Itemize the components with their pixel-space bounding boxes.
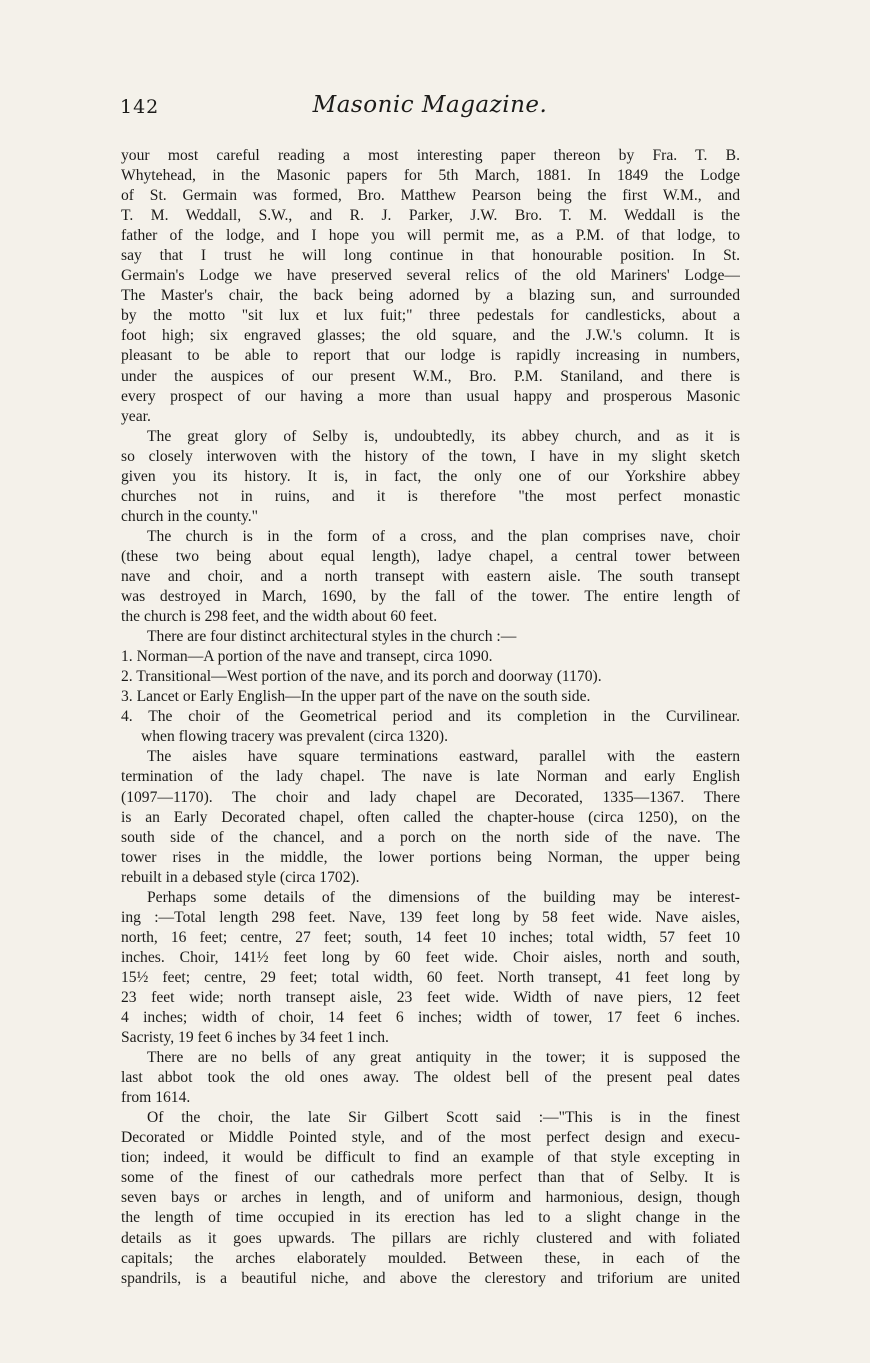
- text-line: 15½ feet; centre, 29 feet; total width, 60 feet. North transept, 41 feet long by: [121, 968, 740, 986]
- text-line: 4 inches; width of choir, 14 feet 6 inches; width of tower, 17 feet 6 inches.: [121, 1009, 740, 1027]
- text-line: your most careful reading a most interesting paper thereon by Fra. T. B.: [121, 147, 740, 164]
- text-line: was destroyed in March, 1690, by the fall of the tower. The entire length of: [121, 588, 740, 606]
- text-line: from 1614.: [121, 1089, 191, 1107]
- text-line: (these two being about equal length), ladye chapel, a central tower between: [121, 547, 740, 565]
- text-line: north, 16 feet; centre, 27 feet; south, 14 feet 10 inches; total width, 57 feet 10: [121, 928, 740, 946]
- text-line: is an Early Decorated chapel, often called the chapter-house (circa 1250), on the: [121, 808, 740, 826]
- text-line: spandrils, is a beautiful niche, and above the clerestory and triforium are united: [121, 1269, 740, 1287]
- text-line: Whytehead, in the Masonic papers for 5th March, 1881. In 1849 the Lodge: [121, 167, 740, 185]
- text-line: pleasant to be able to report that our lodge is rapidly increasing in numbers,: [121, 347, 740, 365]
- text-line: last abbot took the old ones away. The oldest bell of the present peal dates: [121, 1069, 740, 1087]
- text-line: inches. Choir, 141½ feet long by 60 feet wide. Choir aisles, north and south,: [121, 948, 740, 966]
- text-line: 3. Lancet or Early English—In the upper part of the nave on the south side.: [121, 688, 591, 706]
- text-line: foot high; six engraved glasses; the old square, and the J.W.'s column. It is: [121, 327, 740, 345]
- text-line: churches not in ruins, and it is therefore "the most perfect monastic: [121, 487, 740, 505]
- text-line: every prospect of our having a more than usual happy and prosperous Masonic: [121, 387, 740, 405]
- text-line: ing :—Total length 298 feet. Nave, 139 feet long by 58 feet wide. Nave aisles,: [121, 908, 740, 926]
- text-line: tion; indeed, it would be difficult to find an example of that style excepting in: [121, 1149, 740, 1167]
- text-line: so closely interwoven with the history of the town, I have in my slight sketch: [121, 447, 740, 465]
- text-line: T. M. Weddall, S.W., and R. J. Parker, J.W. Bro. T. M. Weddall is the: [121, 207, 740, 225]
- text-line: church in the county.": [121, 507, 258, 525]
- text-line: when flowing tracery was prevalent (circa 1320).: [141, 728, 448, 746]
- text-line: The church is in the form of a cross, and the plan comprises nave, choir: [147, 527, 740, 545]
- text-line: The great glory of Selby is, undoubtedly, its abbey church, and as it is: [147, 427, 740, 445]
- text-line: termination of the lady chapel. The nave is late Norman and early English: [121, 768, 740, 786]
- text-line: details as it goes upwards. The pillars are richly clustered and with foliated: [121, 1229, 740, 1247]
- text-line: 4. The choir of the Geometrical period and its completion in the Curvilinear.: [121, 708, 740, 726]
- text-line: rebuilt in a debased style (circa 1702).: [121, 868, 360, 886]
- text-line: year.: [121, 407, 151, 425]
- text-line: The aisles have square terminations eastward, parallel with the eastern: [147, 748, 740, 766]
- page-number: 142: [120, 96, 160, 118]
- running-title: Masonic Magazine.: [312, 92, 548, 118]
- text-line: Decorated or Middle Pointed style, and of the most perfect design and execu-: [121, 1129, 740, 1147]
- text-line: given you its history. It is, in fact, the only one of our Yorkshire abbey: [121, 467, 740, 485]
- text-line: some of the finest of our cathedrals more perfect than that of Selby. It is: [121, 1169, 740, 1187]
- text-line: the length of time occupied in its erection has led to a slight change in the: [121, 1209, 740, 1227]
- text-line: Sacristy, 19 feet 6 inches by 34 feet 1 inch.: [121, 1029, 389, 1047]
- page-header: [120, 92, 740, 126]
- text-line: by the motto "sit lux et lux fuit;" three pedestals for candlesticks, about a: [121, 307, 740, 325]
- text-line: Perhaps some details of the dimensions of the building may be interest-: [147, 888, 740, 906]
- text-line: of St. Germain was formed, Bro. Matthew Pearson being the first W.M., and: [121, 187, 740, 205]
- text-line: There are four distinct architectural styles in the church :—: [147, 628, 517, 646]
- text-line: Of the choir, the late Sir Gilbert Scott said :—"This is in the finest: [147, 1109, 740, 1127]
- text-line: tower rises in the middle, the lower portions being Norman, the upper being: [121, 848, 740, 866]
- text-line: say that I trust he will long continue in that honourable position. In St.: [121, 247, 740, 265]
- text-line: father of the lodge, and I hope you will permit me, as a P.M. of that lodge, to: [121, 227, 740, 245]
- text-line: south side of the chancel, and a porch on the north side of the nave. The: [121, 828, 740, 846]
- text-line: There are no bells of any great antiquity in the tower; it is supposed the: [147, 1049, 740, 1067]
- text-line: seven bays or arches in length, and of uniform and harmonious, design, though: [121, 1189, 740, 1207]
- text-line: 1. Norman—A portion of the nave and transept, circa 1090.: [121, 648, 493, 666]
- text-line: the church is 298 feet, and the width about 60 feet.: [121, 608, 438, 626]
- text-line: nave and choir, and a north transept with eastern aisle. The south transept: [121, 567, 740, 585]
- text-line: 2. Transitional—West portion of the nave, and its porch and doorway (1170).: [121, 668, 602, 686]
- text-line: (1097—1170). The choir and lady chapel are Decorated, 1335—1367. There: [121, 788, 740, 806]
- text-line: 23 feet wide; north transept aisle, 23 feet wide. Width of nave piers, 12 feet: [121, 988, 740, 1006]
- text-line: The Master's chair, the back being adorned by a blazing sun, and surrounded: [121, 287, 740, 305]
- text-line: Germain's Lodge we have preserved several relics of the old Mariners' Lodge—: [121, 267, 740, 285]
- article-body: [121, 146, 740, 1289]
- text-line: under the auspices of our present W.M., Bro. P.M. Staniland, and there is: [121, 367, 740, 385]
- text-line: capitals; the arches elaborately moulded. Between these, in each of the: [121, 1249, 740, 1267]
